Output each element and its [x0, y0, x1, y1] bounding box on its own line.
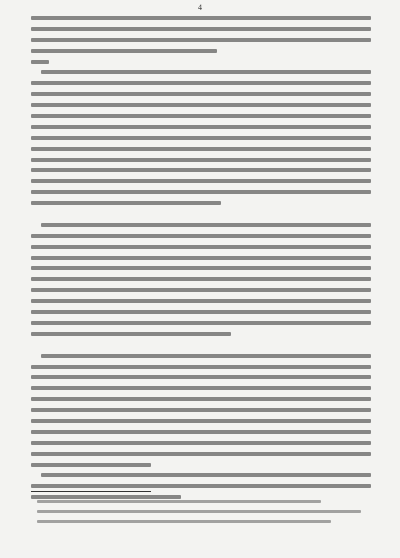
unreadable-text-mark [31, 397, 371, 401]
body-line [31, 405, 371, 416]
unreadable-text-mark [31, 408, 371, 412]
body-line [31, 296, 371, 307]
unreadable-text-mark [31, 125, 371, 129]
unreadable-text-mark [31, 114, 371, 118]
unreadable-text-mark [31, 92, 371, 96]
body-line [31, 67, 371, 78]
body-line [31, 274, 371, 285]
unreadable-text-mark [31, 16, 371, 20]
unreadable-text-mark [31, 201, 221, 205]
body-line [31, 263, 371, 274]
unreadable-text-mark [41, 70, 371, 74]
footnotes [31, 497, 371, 527]
body-line [31, 209, 371, 220]
body-line [31, 100, 371, 111]
unreadable-text-mark [31, 158, 371, 162]
unreadable-text-mark [31, 168, 371, 172]
body-line [31, 318, 371, 329]
unreadable-text-mark [31, 147, 371, 151]
unreadable-text-mark [31, 256, 371, 260]
unreadable-text-mark [31, 190, 371, 194]
unreadable-text-mark [41, 354, 371, 358]
body-line [31, 438, 371, 449]
unreadable-text-mark [31, 441, 371, 445]
body-line [31, 307, 371, 318]
body-line [31, 416, 371, 427]
unreadable-text-mark [31, 375, 371, 379]
body-line [31, 78, 371, 89]
body-line [31, 57, 371, 68]
unreadable-text-mark [31, 430, 371, 434]
body-line [31, 35, 371, 46]
unreadable-text-mark [31, 103, 371, 107]
body-line [31, 122, 371, 133]
body-line [31, 165, 371, 176]
unreadable-text-mark [31, 179, 371, 183]
unreadable-text-mark [31, 245, 371, 249]
body-line [31, 351, 371, 362]
body-line [31, 89, 371, 100]
body-line [31, 46, 371, 57]
unreadable-text-mark [41, 223, 371, 227]
body-line [31, 394, 371, 405]
unreadable-text-mark [37, 520, 331, 523]
body-line [31, 372, 371, 383]
unreadable-text-mark [31, 452, 371, 456]
body-line [31, 111, 371, 122]
unreadable-text-mark [31, 310, 371, 314]
footnote-line [31, 497, 371, 507]
body-line [31, 176, 371, 187]
body-line [31, 460, 371, 471]
footnote-divider [31, 491, 151, 492]
body-line [31, 383, 371, 394]
body-line [31, 470, 371, 481]
unreadable-text-mark [31, 234, 371, 238]
body-line [31, 253, 371, 264]
unreadable-text-mark [31, 49, 217, 53]
unreadable-text-mark [31, 484, 371, 488]
body-line [31, 449, 371, 460]
body-line [31, 24, 371, 35]
unreadable-text-mark [37, 500, 321, 503]
page-number: 4 [198, 3, 202, 12]
unreadable-text-mark [31, 266, 371, 270]
footnote-line [31, 517, 371, 527]
unreadable-text-mark [37, 510, 361, 513]
unreadable-text-mark [31, 81, 371, 85]
body-line [31, 362, 371, 373]
body-line [31, 198, 371, 209]
body-line [31, 13, 371, 24]
body-line [31, 329, 371, 340]
unreadable-text-mark [31, 288, 371, 292]
body-line [31, 427, 371, 438]
body-line [31, 340, 371, 351]
body-line [31, 285, 371, 296]
body-line [31, 220, 371, 231]
unreadable-text-mark [31, 386, 371, 390]
unreadable-text-mark [41, 473, 371, 477]
body-line [31, 231, 371, 242]
unreadable-text-mark [31, 60, 49, 64]
body-line [31, 133, 371, 144]
unreadable-text-mark [31, 27, 371, 31]
body-line [31, 242, 371, 253]
unreadable-text-mark [31, 277, 371, 281]
body-text [31, 13, 371, 503]
unreadable-text-mark [31, 463, 151, 467]
unreadable-text-mark [31, 419, 371, 423]
body-line [31, 144, 371, 155]
unreadable-text-mark [31, 365, 371, 369]
unreadable-text-mark [31, 136, 371, 140]
footnote-line [31, 507, 371, 517]
unreadable-text-mark [31, 299, 371, 303]
body-line [31, 155, 371, 166]
unreadable-text-mark [31, 38, 371, 42]
unreadable-text-mark [31, 321, 371, 325]
unreadable-text-mark [31, 332, 231, 336]
body-line [31, 187, 371, 198]
